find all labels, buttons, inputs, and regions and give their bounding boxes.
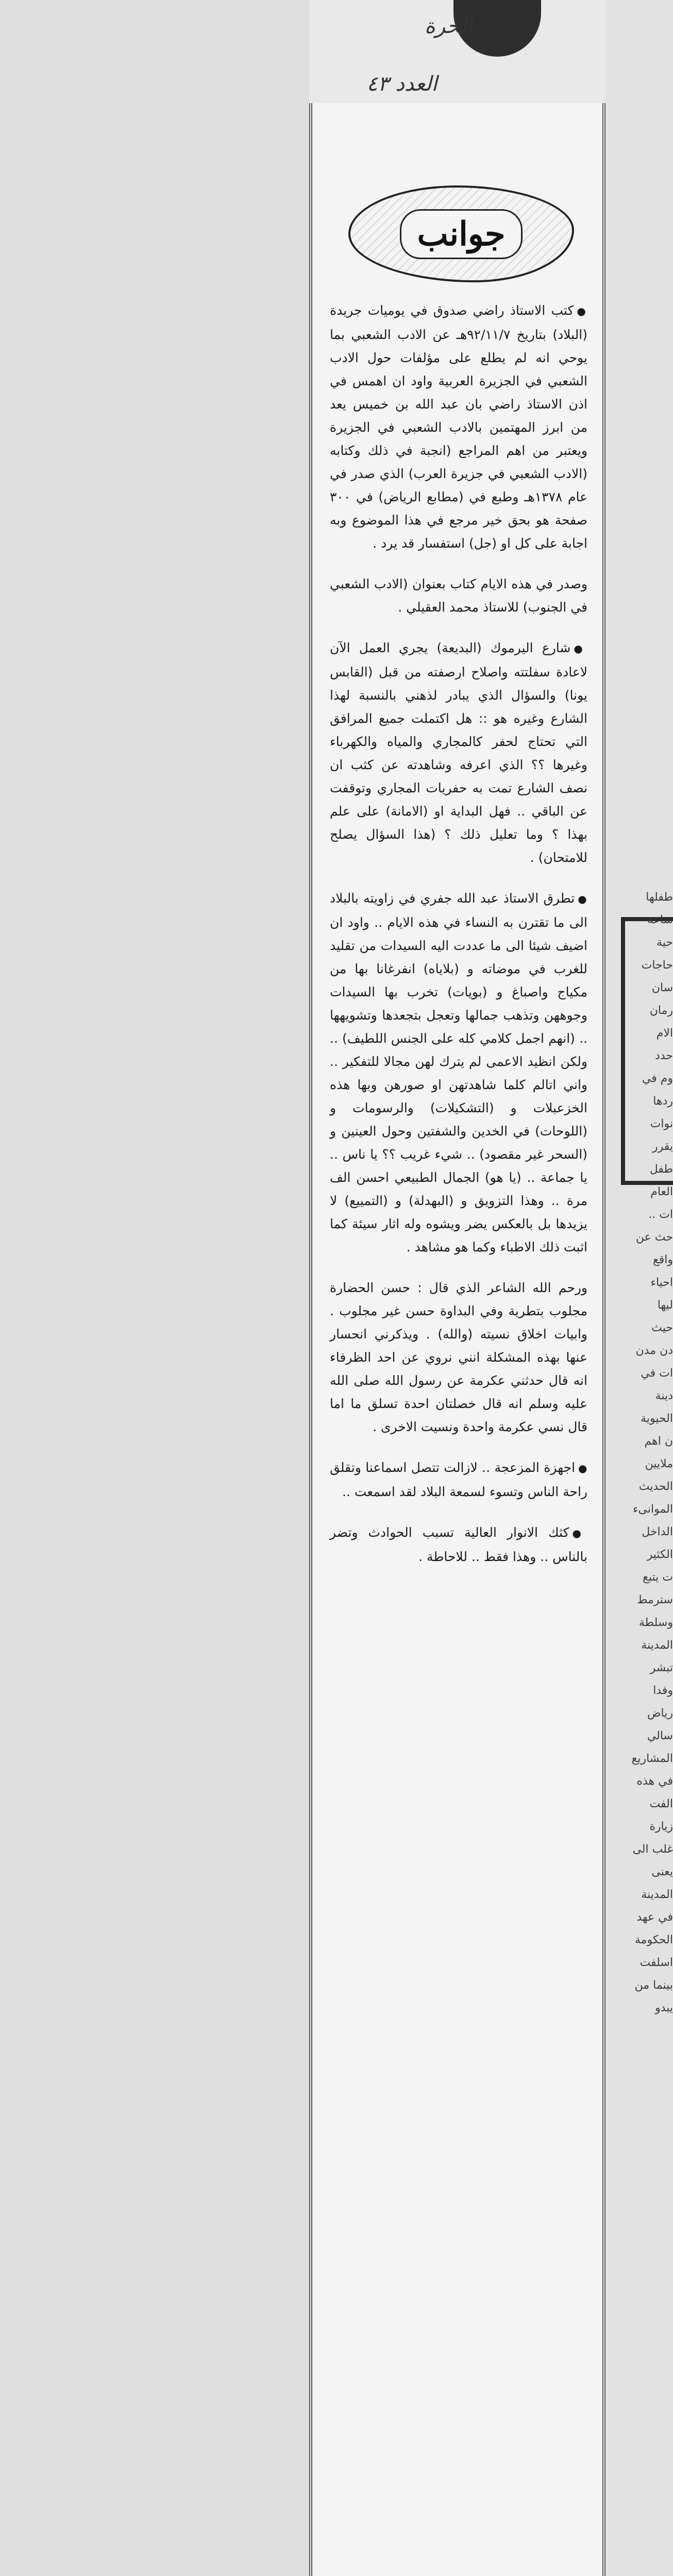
side-fragment: العام	[650, 1185, 673, 1198]
paragraph-text: كثك الانوار العالية تسبب الحوادث وتضر بالناس .. وهذا فقط .. للاحاطة .	[330, 1525, 587, 1564]
paragraph-text: وصدر في هذه الايام كتاب بعنوان (الادب الشعبي في الجنوب) للاستاذ محمد العقيلي .	[330, 577, 587, 615]
side-fragment: رمان	[649, 1004, 673, 1017]
side-fragment: سترمط	[637, 1594, 673, 1606]
side-fragment: حدد	[655, 1049, 673, 1062]
paragraph-4	[330, 887, 587, 1259]
side-fragment: نوات	[650, 1117, 673, 1130]
side-fragment: الكثير	[647, 1548, 673, 1561]
paragraph-7	[330, 1521, 587, 1568]
side-fragment: الموانىء	[633, 1503, 673, 1516]
side-fragment: وفدا	[653, 1684, 673, 1697]
side-fragment: بينما من	[634, 1979, 673, 1992]
paragraph-5	[330, 1276, 587, 1438]
side-fragment: الحكومة	[634, 1934, 673, 1946]
side-fragment: في عهد	[636, 1911, 673, 1924]
side-fragment: حيث	[651, 1321, 673, 1334]
side-fragment: ملايين	[645, 1458, 673, 1470]
side-fragment: المشاريع	[631, 1752, 673, 1765]
side-fragment: يعنى	[651, 1866, 673, 1878]
paragraph-text: شارع اليرموك (البديعة) يجري العمل الآن لاعادة سفلتته واصلاح ارصفته من قبل (القابس يونا) والسؤال الذي يبادر لذهني بالنسبة لهذا الشارع وغيره هو :: هل اكتملت جميع المرافق التي تحتاج لحفر كالمجاري والمياه والكهرباء وغيرها ؟؟ الذي اعرفه وشاهدته عن كثب ان نصف الشارع تمت به حفريات المجاري وتوقفت عن الباقي .. فهل البداية او (الامانة) على علم بهذا ؟ وما تعليل ذلك ؟ (هذا السؤال يصلح للامتحان) .	[330, 640, 587, 865]
newspaper-column	[309, 103, 605, 2576]
side-fragment: طفلها	[646, 891, 673, 904]
side-fragment: يبدو	[655, 2002, 673, 2014]
handwritten-newspaper-name: الحرة	[424, 14, 473, 38]
paragraph-text: ورحم الله الشاعر الذي قال : حسن الحضارة مجلوب بتطرية وفي البداوة حسن غير مجلوب . وابيات اخلاق نسيته (والله) . ويذكرني انحسار عنها بهذه المشكلة انني نروي عن احد الظرفاء انه قال حدثني عكرمة عن رسول الله صلى الله عليه وسلم انه قال خصلتان احدة تسلق ما اما قال نسي عكرمة واحدة ونسيت الاخرى .	[330, 1280, 587, 1434]
side-fragment: يقرر	[652, 1140, 673, 1153]
side-fragment: سالي	[647, 1730, 673, 1742]
side-fragment: واقع	[653, 1253, 673, 1266]
side-fragment: تبشر	[650, 1662, 673, 1674]
side-fragment: ردها	[653, 1095, 673, 1108]
side-fragment: وم في	[642, 1072, 673, 1085]
bullet-icon: ●	[578, 1462, 587, 1475]
adjacent-column-fragments	[616, 886, 673, 2576]
side-fragment: دينة	[655, 1389, 673, 1402]
side-fragment: ليها	[657, 1299, 673, 1312]
side-fragment: ت يتبع	[643, 1571, 673, 1584]
paragraph-text: كتب الاستاذ راضي صدوق في يوميات جريدة (البلاد) بتاريخ ٩٢/١١/٧هـ عن الادب الشعبي بما يوحي انه لم يطلع على مؤلفات حول الادب الشعبي في الجزيرة العربية واود ان اهمس في اذن الاستاذ راضي بان عبد الله بن خميس يعد من ابرز المهتمين بالادب الشعبي في الجزيرة ويعتبر من اهم المراجع (انجبة في ذلك وكتابه (الادب الشعبي في جزيرة العرب) الذي صدر في عام ١٣٧٨هـ وطبع في (مطابع الرياض) في ٣٠٠ صفحة هو بحق خير مرجع في هذا الموضوع وبه اجابة على كل او (جل) استفسار قد يرد .	[330, 303, 587, 551]
paragraph-3	[330, 636, 587, 869]
handwritten-issue-number: العدد ٤٣	[366, 72, 438, 96]
side-fragment: رياض	[647, 1707, 673, 1720]
side-fragment: طفل	[649, 1163, 673, 1176]
side-fragment: اسلفت	[640, 1956, 673, 1969]
side-fragment: ساعة	[647, 913, 673, 926]
side-fragment: المدينة	[641, 1639, 673, 1652]
column-title: جوانب	[400, 209, 522, 259]
paragraph-2	[330, 572, 587, 619]
side-fragment: الام	[656, 1027, 673, 1040]
bullet-icon: ●	[574, 642, 588, 655]
scan-background-left	[0, 0, 309, 2576]
bullet-icon: ●	[578, 893, 588, 905]
column-title-badge	[348, 185, 574, 282]
side-fragment: دن مدن	[635, 1344, 673, 1357]
side-fragment: زيارة	[649, 1820, 673, 1833]
side-fragment: حث عن	[635, 1231, 673, 1244]
paragraph-text: تطرق الاستاذ عبد الله جفري في زاويته بالبلاد الى ما تقترن به النساء في هذه الايام .. واود ان اضيف شيئا الى ما عددت اليه السيدات من تقليد للغرب في موضاته و (بلاياه) انفرغانا بها من مكياج واصباغ و (بويات) تخرب بها السيدات وجوههن وتذهب جمالها وتعجل بتجعدها وتشويهها .. (انهم اجمل كلامي كله على الجنس اللطيف) .. ولكن انظيد الاعمى لم يترك لهن مجالا للتفكير .. واني اتالم كلما شاهدتهن او صورهن وبها هذه الخزعبلات و (التشكيلات) والرسومات و (اللوحات) في الخدين والشفتين وحول العينين و (السحر غير مقصود) .. شيء غريب ؟؟ يا ناس .. يا جماعة .. (يا هو) الجمال الطبيعي احسن الف مرة .. وهذا التزويق و (البهدلة) و (التمييع) لا يزيدها بل بالعكس يضر ويشوه وله اثار سيئة كما اثبت ذلك الاطباء وكما هو مشاهد .	[330, 891, 587, 1255]
paragraph-6	[330, 1456, 587, 1503]
side-fragment: غلب الى	[632, 1843, 673, 1856]
side-fragment: سان	[651, 981, 673, 994]
side-fragment: الحيوية	[641, 1412, 673, 1425]
side-fragment: ن اهم	[644, 1435, 673, 1448]
side-fragment: حاجات	[641, 959, 673, 972]
paragraph-1	[330, 299, 587, 555]
side-fragment: ات في	[641, 1367, 673, 1380]
side-fragment: ات ..	[648, 1208, 673, 1221]
bullet-icon: ●	[577, 305, 588, 317]
side-fragment: وسلطة	[638, 1616, 673, 1629]
side-fragment: في هذه	[636, 1775, 673, 1788]
side-fragment: الحديث	[638, 1480, 673, 1493]
side-fragment: المدينة	[641, 1888, 673, 1901]
side-fragment: احياء	[650, 1276, 673, 1289]
side-fragment: الفت	[649, 1798, 673, 1810]
side-fragment: الداخل	[642, 1526, 673, 1538]
paragraph-text: اجهزة المزعجة .. لازالت تتصل اسماعنا وتقلق راحة الناس وتسوء لسمعة البلاد لقد اسمعت ..	[330, 1460, 587, 1499]
column-article	[330, 299, 587, 1586]
side-fragment: حية	[656, 936, 673, 949]
bullet-icon: ●	[572, 1527, 587, 1539]
